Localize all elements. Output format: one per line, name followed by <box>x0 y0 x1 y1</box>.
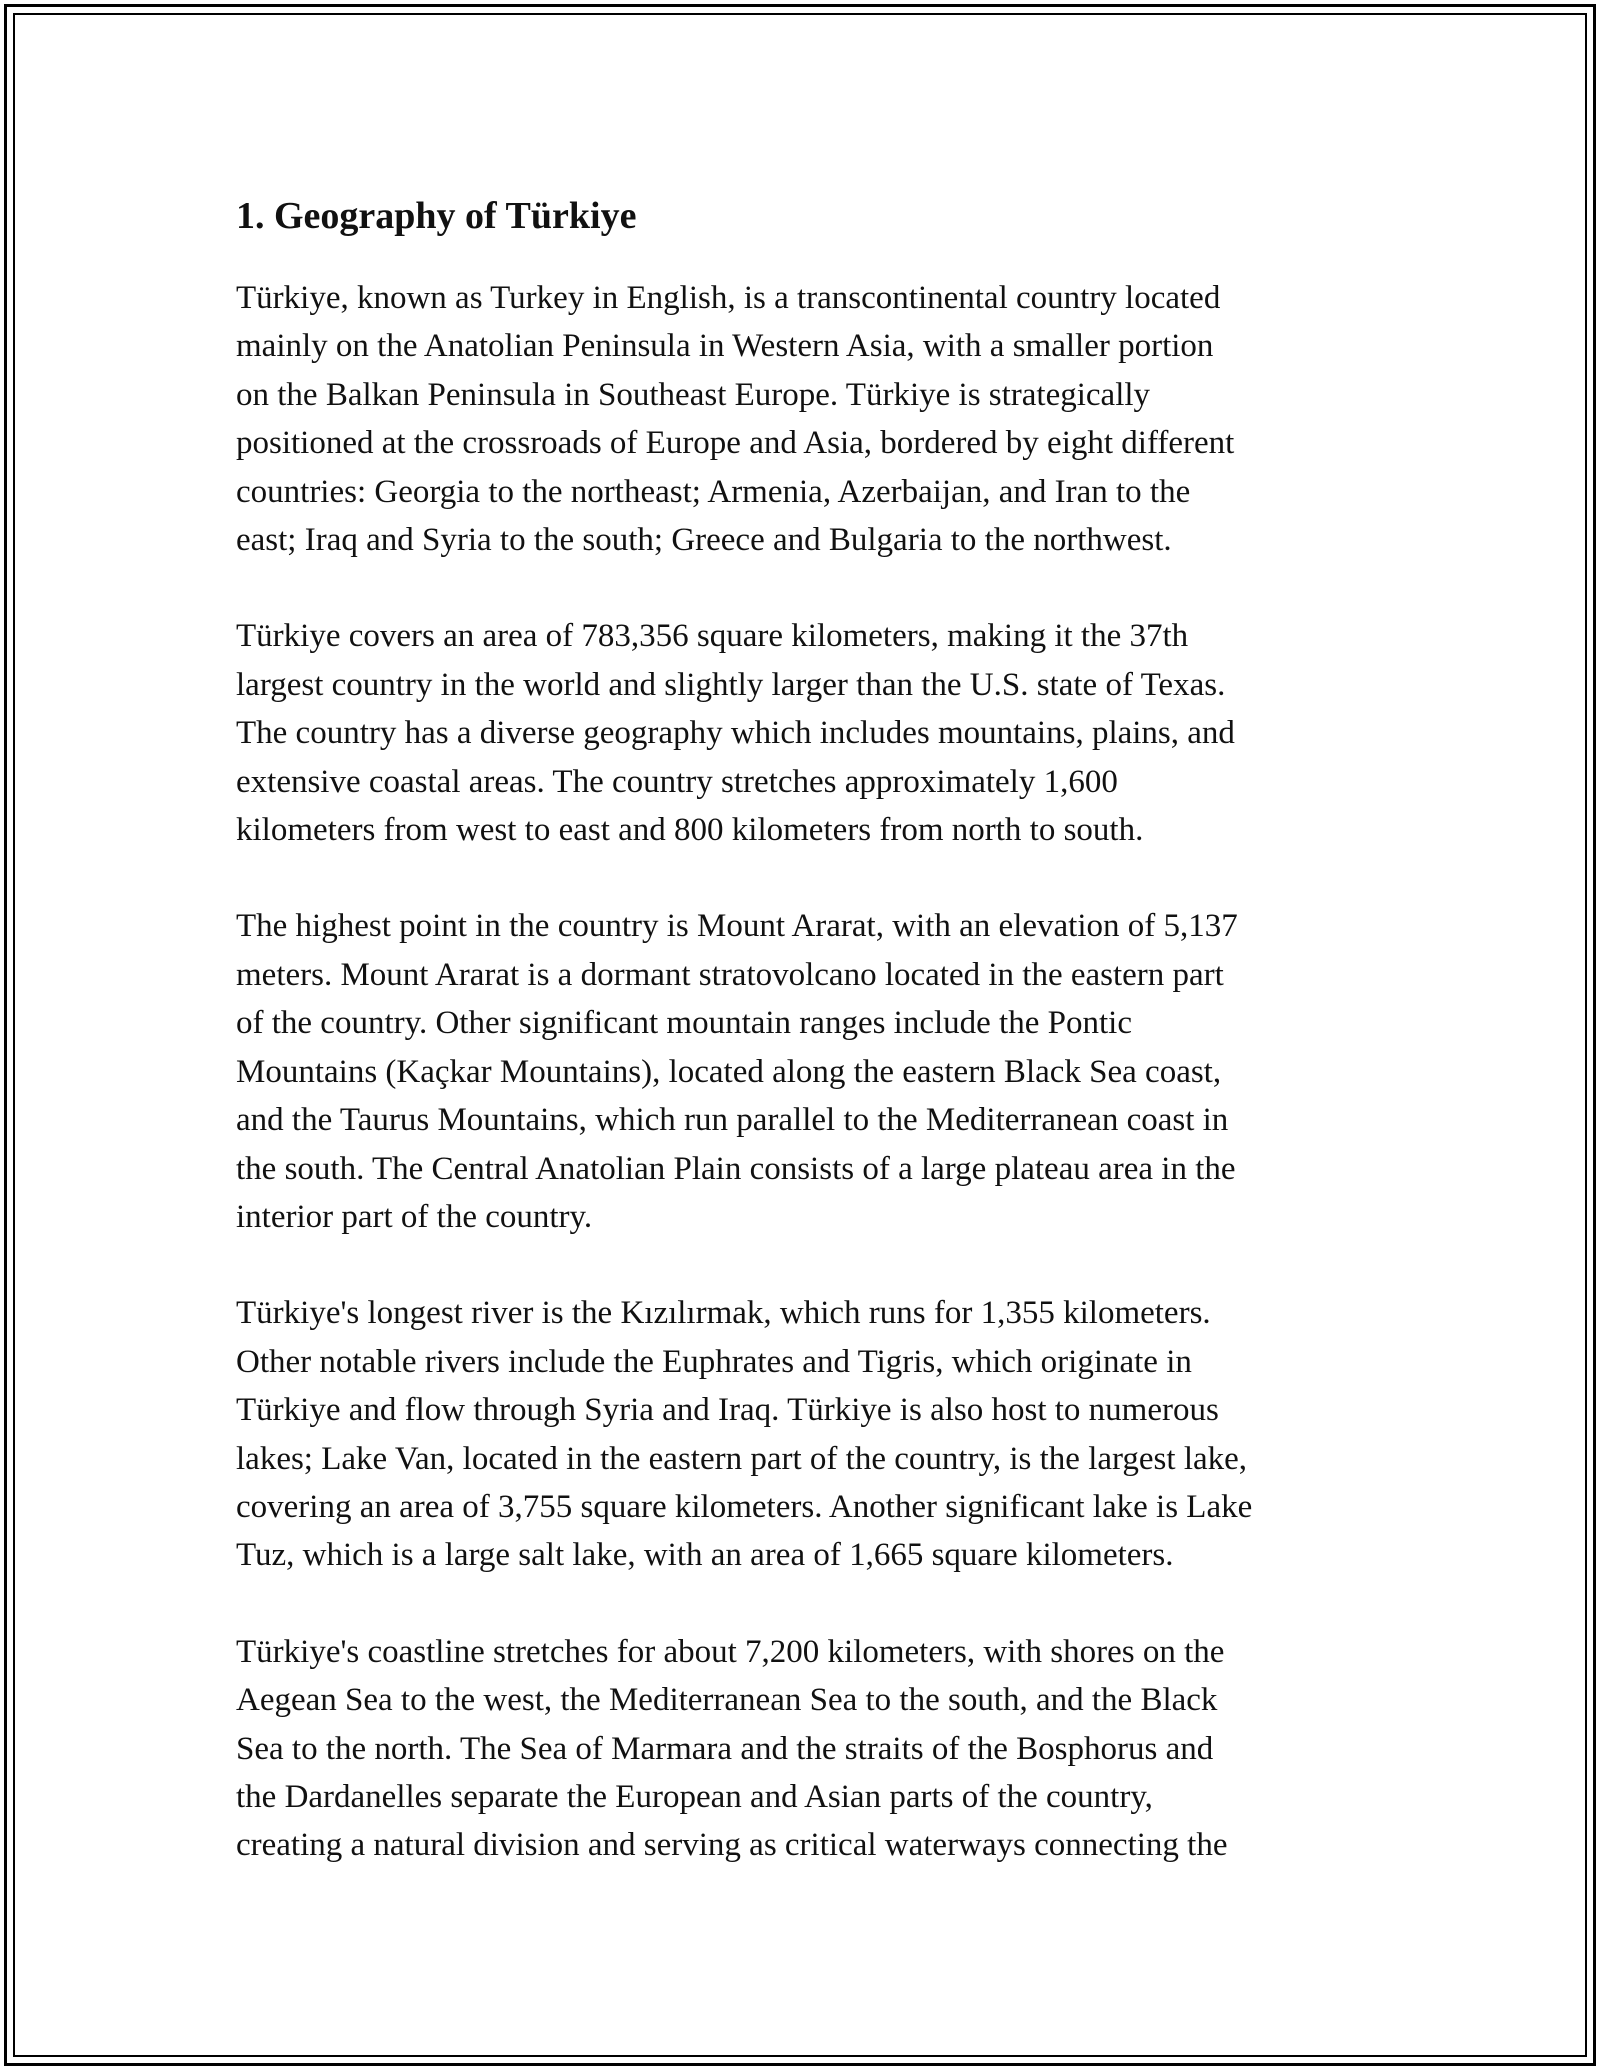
section-heading: 1. Geography of Türkiye <box>236 195 637 237</box>
paragraph-mountains: The highest point in the country is Mount Ararat, with an elevation of 5,137 meters. Mount Ararat is a dormant stratovolcano located in the eastern part of the country. Other significant mountain ranges include the Pontic Mountains (Kaçkar Mountains), located along the eastern Black Sea coast, and the Taurus Mountains, which run parallel to the Mediterranean coast in the south. The Central Anatolian Plain consists of a large plateau area in the interior part of the country. <box>236 908 1238 1235</box>
paragraph-overview: Türkiye, known as Turkey in English, is a transcontinental country located mainly on the Anatolian Peninsula in Western Asia, with a smaller portion on the Balkan Peninsula in Southeast Europe. Türkiye is strategically positioned at the crossroads of Europe and Asia, bordered by eight different countries: Georgia to the northeast; Armenia, Azerbaijan, and Iran to the east; Iraq and Syria to the south; Greece and Bulgaria to the northwest. <box>236 280 1235 559</box>
paragraph-area: Türkiye covers an area of 783,356 square kilometers, making it the 37th largest country in the world and slightly larger than the U.S. state of Texas. The country has a diverse geography which includes mountains, plains, and extensive coastal areas. The country stretches approximately 1,600 kilometers from west to east and 800 kilometers from north to south. <box>236 618 1235 849</box>
document-body <box>236 184 1386 1870</box>
paragraph-rivers-lakes: Türkiye's longest river is the Kızılırmak, which runs for 1,355 kilometers. Other notable rivers include the Euphrates and Tigris, which originate in Türkiye and flow through Syria and Iraq. Türkiye is also host to numerous lakes; Lake Van, located in the eastern part of the country, is the largest lake, covering an area of 3,755 square kilometers. Another significant lake is Lake Tuz, which is a large salt lake, with an area of 1,665 square kilometers. <box>236 1295 1253 1574</box>
paragraph-coastline: Türkiye's coastline stretches for about 7,200 kilometers, with shores on the Aegean Sea to the west, the Mediterranean Sea to the south, and the Black Sea to the north. The Sea of Marmara and the straits of the Bosphorus and the Dardanelles separate the European and Asian parts of the country, creating a natural division and serving as critical waterways connecting the <box>236 1633 1228 1864</box>
